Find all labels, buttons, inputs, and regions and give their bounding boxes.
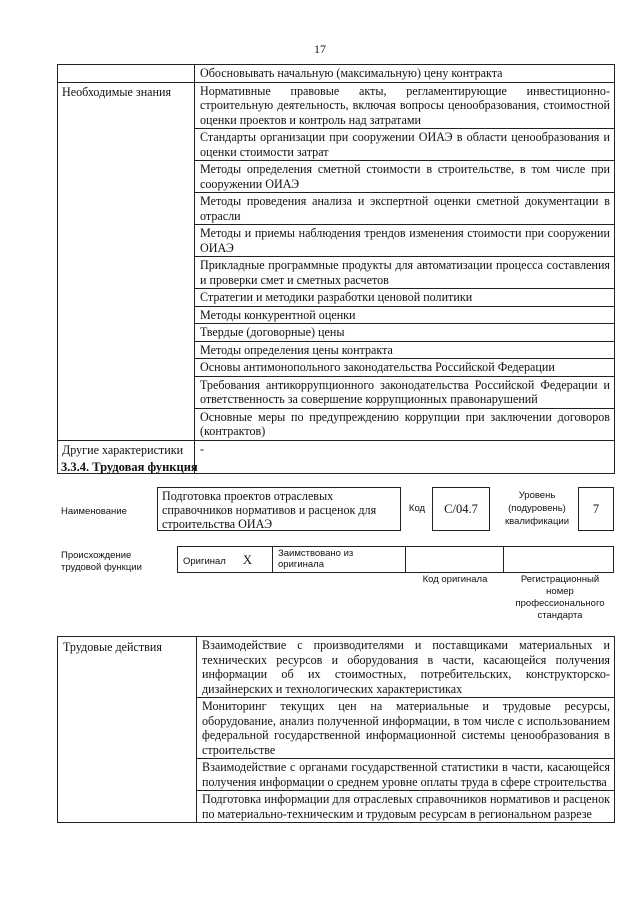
knowledge-item: Основные меры по предупреждению коррупции при заключении договоров (контрактов) <box>195 408 615 440</box>
labor-actions-label: Трудовые действия <box>58 637 197 823</box>
knowledge-item: Стратегии и методики разработки ценовой политики <box>195 289 615 307</box>
knowledge-item: Требования антикоррупционного законодательства Российской Федерации и ответственность за совершение коррупционных правонарушений <box>195 376 615 408</box>
knowledge-item: Методы определения цены контракта <box>195 341 615 359</box>
borrowed-label: Заимствовано из оригинала <box>278 548 354 570</box>
divider <box>405 547 406 572</box>
code-original-caption: Код оригинала <box>422 574 488 585</box>
original-mark: X <box>243 553 253 567</box>
knowledge-item: Методы определения сметной стоимости в строительстве, в том числе при сооружении ОИАЭ <box>195 161 615 193</box>
table-row <box>58 637 615 698</box>
reg-number-caption: Регистрационный номер профессионального стандарта <box>515 574 605 621</box>
labor-actions-table <box>57 636 615 823</box>
knowledge-label: Необходимые знания <box>58 82 195 440</box>
knowledge-item: Стандарты организации при сооружении ОИАЭ в области ценообразования и оценки стоимости затрат <box>195 129 615 161</box>
knowledge-item: Методы конкурентной оценки <box>195 306 615 324</box>
knowledge-item: Основы антимонопольного законодательства Российской Федерации <box>195 359 615 377</box>
origin-row <box>177 546 614 573</box>
code-label: Код <box>408 503 426 514</box>
page-number: 17 <box>314 42 326 56</box>
knowledge-item: Твердые (договорные) цены <box>195 324 615 342</box>
labor-action-item: Взаимодействие с производителями и поставщиками материальных и технических ресурсов и оборудования в части, касающейся получения информации об их стоимостных, потребительских, конструкторско-дизайнерских и технологических характеристиках <box>197 637 615 698</box>
level-value: 7 <box>578 487 614 531</box>
original-label: Оригинал <box>183 556 226 567</box>
knowledge-item: Прикладные программные продукты для автоматизации процесса составления и проверки смет и сметных расчетов <box>195 257 615 289</box>
labor-action-item: Мониторинг текущих цен на материальные и трудовые ресурсы, оборудование, анализ полученной информации, в том числе с использованием федеральной государственной информационной системы ценообразования в строительстве <box>197 698 615 759</box>
labor-action-item: Подготовка информации для отраслевых справочников нормативов и расценок по материально-техническим и трудовым ресурсам в региональном разрезе <box>197 791 615 823</box>
knowledge-item: Нормативные правовые акты, регламентирующие инвестиционно-строительную деятельность, включая вопросы ценообразования, стоимостной оценки проектов и контроль над затратами <box>195 82 615 129</box>
table-cell: Обосновывать начальную (максимальную) цену контракта <box>195 65 615 83</box>
level-label: Уровень (подуровень) квалификации <box>504 490 570 527</box>
knowledge-table <box>57 64 615 474</box>
code-value: С/04.7 <box>432 487 490 531</box>
name-label: Наименование <box>61 506 127 517</box>
table-row <box>58 82 615 129</box>
divider <box>503 547 504 572</box>
labor-action-item: Взаимодействие с органами государственной статистики в части, касающейся получения информации о среднем уровне оплаты труда в сфере строительства <box>197 759 615 791</box>
empty-label-cell <box>58 65 195 83</box>
other-characteristics-label: Другие характеристики <box>58 440 195 473</box>
divider <box>272 547 273 572</box>
other-characteristics-value: - <box>195 440 615 473</box>
knowledge-item: Методы и приемы наблюдения трендов изменения стоимости при сооружении ОИАЭ <box>195 225 615 257</box>
table-row <box>58 65 615 83</box>
origin-label: Происхождение трудовой функции <box>61 550 142 573</box>
function-name: Подготовка проектов отраслевых справочников нормативов и расценок для строительства ОИАЭ <box>157 487 401 531</box>
section-title: 3.3.4. Трудовая функция <box>61 460 198 474</box>
knowledge-item: Методы проведения анализа и экспертной оценки сметной документации в отрасли <box>195 193 615 225</box>
